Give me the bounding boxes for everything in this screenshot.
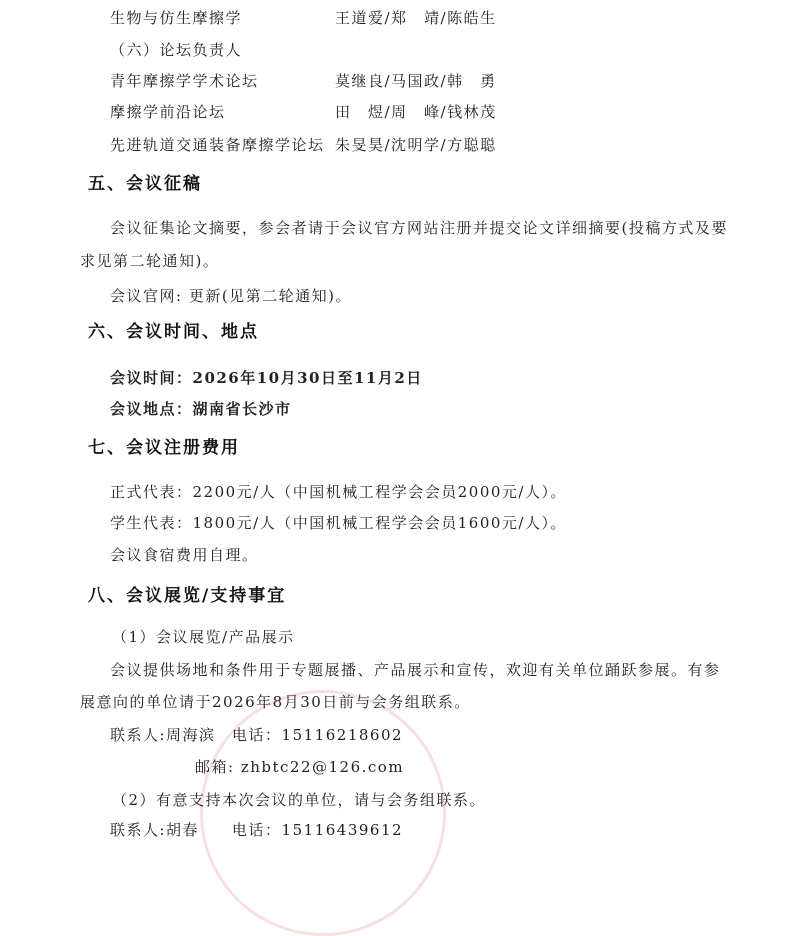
subitem: （1）会议展览/产品展示 [112,628,295,646]
meeting-place: 会议地点：湖南省长沙市 [110,400,292,418]
forum-chairs: 莫继良/马国政/韩 勇 [335,72,497,90]
paragraph: 展意向的单位请于2026年8月30日前与会务组联系。 [80,693,471,711]
paragraph: 会议提供场地和条件用于专题展播、产品展示和宣传，欢迎有关单位踊跃参展。有参 [110,661,721,679]
fee-student: 学生代表：1800元/人（中国机械工程学会会员1600元/人）。 [110,514,567,532]
subsection-heading: （六）论坛负责人 [110,41,243,59]
paragraph: 求见第二轮通知)。 [80,252,220,270]
subitem: （2）有意支持本次会议的单位，请与会务组联系。 [112,791,487,809]
forum-chairs: 朱旻昊/沈明学/方聪聪 [335,136,497,154]
section-heading: 八、会议展览/支持事宜 [88,586,287,606]
contact-line: 联系人:周海滨 电话：15116218602 [110,726,404,744]
forum-name: 生物与仿生摩擦学 [110,9,243,27]
website-line: 会议官网: 更新(见第二轮通知)。 [110,287,353,305]
forum-name: 青年摩擦学学术论坛 [110,72,259,90]
fee-formal: 正式代表：2200元/人（中国机械工程学会会员2000元/人）。 [110,483,567,501]
section-heading: 六、会议时间、地点 [88,322,259,342]
section-heading: 五、会议征稿 [88,174,202,194]
contact-email: 邮箱: zhbtc22@126.com [195,758,405,776]
fee-note: 会议食宿费用自理。 [110,546,259,564]
paragraph: 会议征集论文摘要，参会者请于会议官方网站注册并提交论文详细摘要(投稿方式及要 [110,219,728,237]
forum-chairs: 王道爱/郑 靖/陈皓生 [335,9,497,27]
meeting-time: 会议时间：2026年10月30日至11月2日 [110,369,423,387]
forum-chairs: 田 煜/周 峰/钱林茂 [335,103,497,121]
forum-name: 先进轨道交通装备摩擦学论坛 [110,136,325,154]
section-heading: 七、会议注册费用 [88,438,240,458]
forum-name: 摩擦学前沿论坛 [110,103,226,121]
contact-line: 联系人:胡春 电话：15116439612 [110,821,404,839]
